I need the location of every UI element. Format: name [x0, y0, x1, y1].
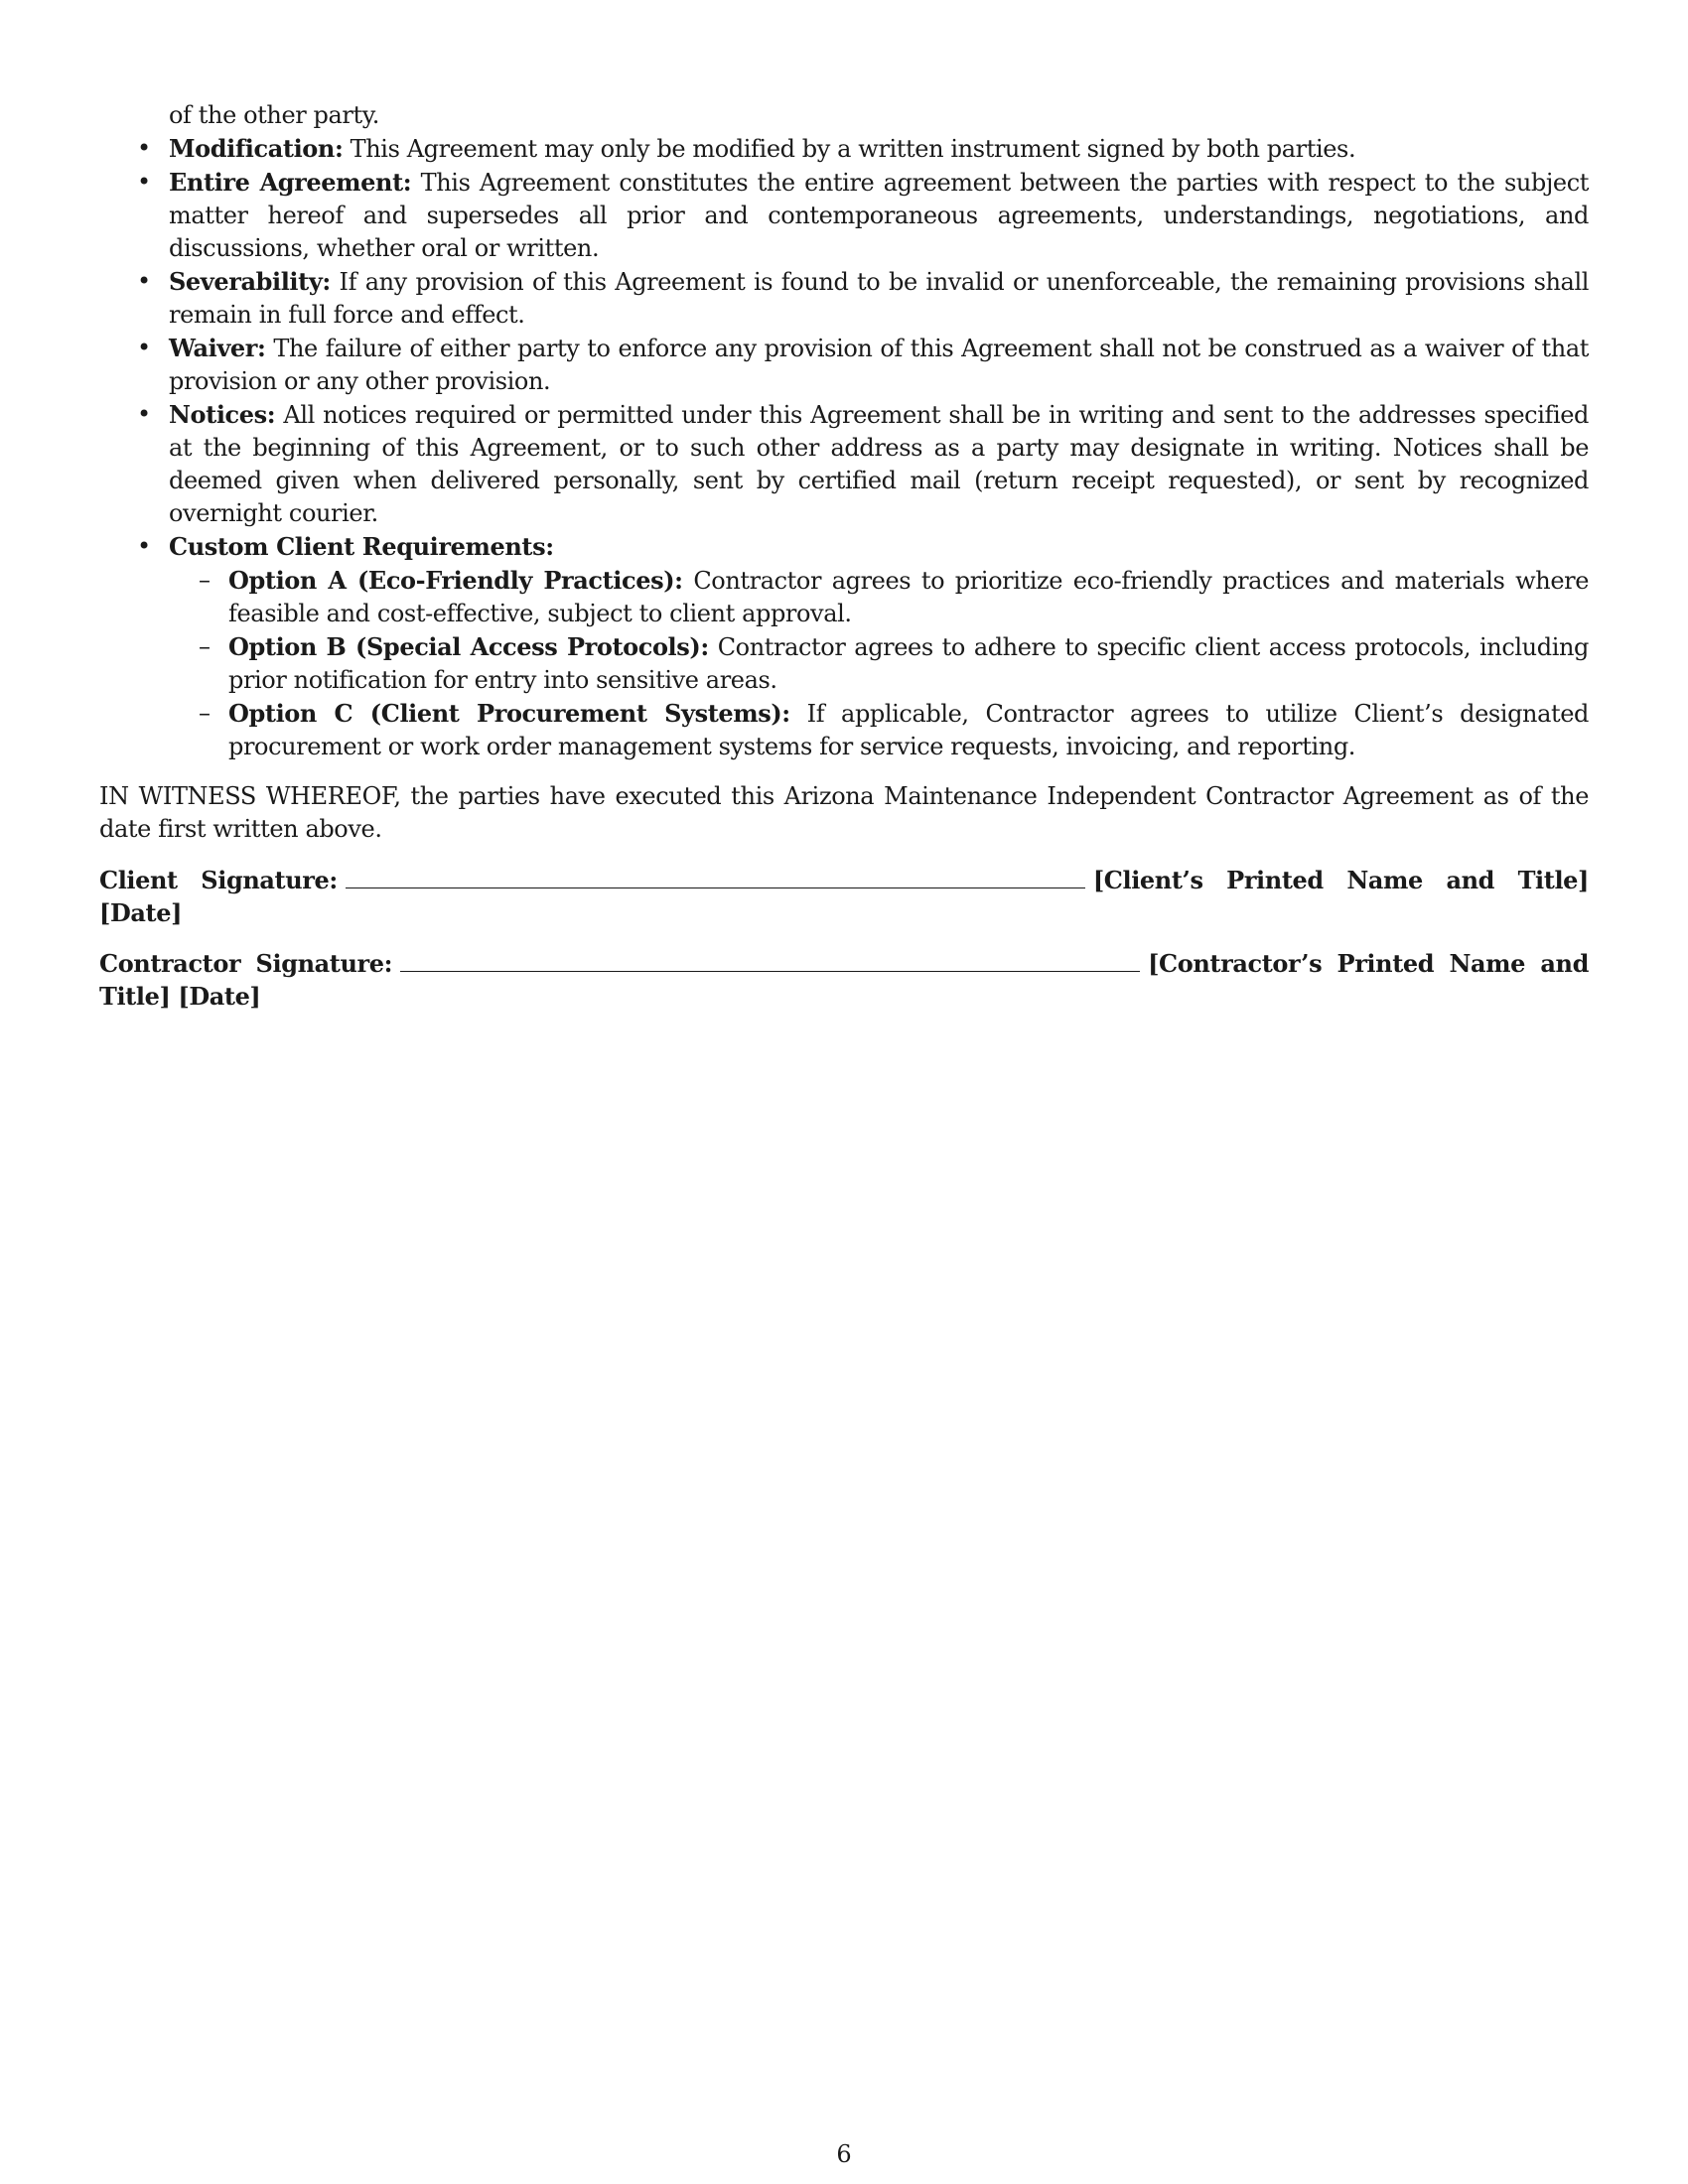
clause-custom-client-requirements: [99, 530, 1589, 763]
client-signature-placeholder: [Client’s Printed Name and Title] [Date]: [99, 866, 1589, 927]
clause-text: This Agreement constitutes the entire agreement between the parties with respect to the subject matter hereof and supersedes all prior and contemporaneous agreements, understandings, negotiations, and discussions, whether oral or written.: [169, 169, 1590, 262]
clause-modification: [99, 132, 1589, 166]
clause-label: Entire Agreement:: [169, 168, 412, 197]
clause-label: Modification:: [169, 134, 344, 163]
clause-label: Waiver:: [169, 334, 266, 362]
client-signature-label: Client Signature:: [99, 866, 338, 894]
clause-label: Notices:: [169, 400, 276, 429]
clause-notices: [99, 398, 1589, 530]
clause-label: Custom Client Requirements:: [169, 532, 554, 561]
option-text: Contractor agrees to adhere to specific client access protocols, including prior notification for entry into sensitive areas.: [228, 633, 1589, 694]
witness-paragraph: IN WITNESS WHEREOF, the parties have executed this Arizona Maintenance Independent Contractor Agreement as of the date first written above.: [99, 782, 1589, 843]
clause-text: The failure of either party to enforce any provision of this Agreement shall not be construed as a waiver of that provision or any other provision.: [169, 335, 1589, 395]
document-page: [99, 99, 1589, 1013]
contractor-signature-line: [400, 971, 1140, 972]
page-number: 6: [836, 2140, 852, 2168]
option-text: If applicable, Contractor agrees to utilize Client’s designated procurement or work order management systems for service requests, invoicing, and reporting.: [228, 700, 1590, 760]
clause-entire-agreement: [99, 166, 1589, 265]
clause-text: If any provision of this Agreement is found to be invalid or unenforceable, the remaining provisions shall remain in full force and effect.: [169, 268, 1589, 329]
option-label: Option C (Client Procurement Systems):: [228, 699, 790, 728]
option-text: Contractor agrees to prioritize eco-friendly practices and materials where feasible and cost-effective, subject to client approval.: [228, 567, 1589, 627]
option-c: [169, 697, 1589, 763]
option-b: [169, 630, 1589, 697]
option-label: Option A (Eco-Friendly Practices):: [228, 566, 683, 595]
clause-list: [99, 132, 1589, 763]
client-signature-block: [99, 864, 1589, 929]
contractor-signature-label: Contractor Signature:: [99, 949, 393, 978]
option-a: [169, 564, 1589, 630]
client-signature-line: [346, 887, 1085, 888]
clause-waiver: [99, 332, 1589, 398]
contractor-signature-block: [99, 947, 1589, 1013]
continued-text: of the other party.: [169, 101, 379, 129]
contractor-signature-placeholder: [Contractor’s Printed Name and Title] [Date]: [99, 949, 1589, 1011]
option-label: Option B (Special Access Protocols):: [228, 632, 709, 661]
option-list: [169, 564, 1589, 763]
clause-severability: [99, 265, 1589, 332]
clause-label: Severability:: [169, 267, 331, 296]
clause-text: This Agreement may only be modified by a written instrument signed by both parties.: [350, 135, 1356, 163]
clause-text: All notices required or permitted under this Agreement shall be in writing and sent to the addresses specified at the beginning of this Agreement, or to such other address as a party may designate in writing. Notices shall be deemed given when delivered personally, sent by certified mail (return receipt requested), or sent by recognized overnight courier.: [169, 401, 1589, 527]
